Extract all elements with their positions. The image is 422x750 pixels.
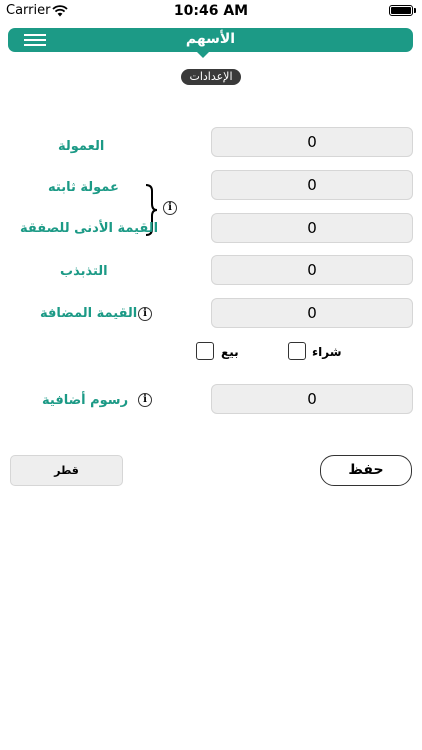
added-value-field[interactable]: 0 (211, 298, 413, 328)
info-icon[interactable]: i (138, 307, 152, 321)
battery-icon (389, 5, 413, 16)
save-button[interactable]: حفظ (320, 455, 412, 486)
fluctuation-field[interactable]: 0 (211, 255, 413, 285)
status-bar (0, 0, 422, 22)
sell-checkbox[interactable] (196, 342, 214, 360)
commission-label: العمولة (58, 139, 105, 154)
min-trade-value-field[interactable]: 0 (211, 213, 413, 243)
page-title: الأسهم (185, 31, 236, 47)
info-icon[interactable]: i (138, 393, 152, 407)
extra-fees-label: رسوم أضافية (42, 393, 129, 408)
fixed-commission-label: عمولة ثابته (48, 180, 119, 195)
navbar (8, 28, 413, 52)
commission-field[interactable]: 0 (211, 127, 413, 157)
carrier-label: Carrier (6, 3, 51, 18)
cancel-button[interactable]: قطر (10, 455, 123, 486)
buy-checkbox[interactable] (288, 342, 306, 360)
clock: 10:46 AM (173, 3, 249, 19)
fluctuation-label: التذبذب (60, 264, 108, 279)
sell-label: بيع (221, 345, 239, 359)
info-icon[interactable]: i (163, 201, 177, 215)
settings-tag[interactable]: الإعدادات (181, 69, 241, 85)
added-value-label: القيمة المضافة (40, 306, 138, 321)
min-trade-value-label: القيمة الأدنى للصفقة (20, 221, 159, 236)
battery-tip (414, 8, 416, 13)
buy-label: شراء (312, 345, 342, 359)
navbar-pointer (197, 52, 209, 58)
fixed-commission-field[interactable]: 0 (211, 170, 413, 200)
extra-fees-field[interactable]: 0 (211, 384, 413, 414)
